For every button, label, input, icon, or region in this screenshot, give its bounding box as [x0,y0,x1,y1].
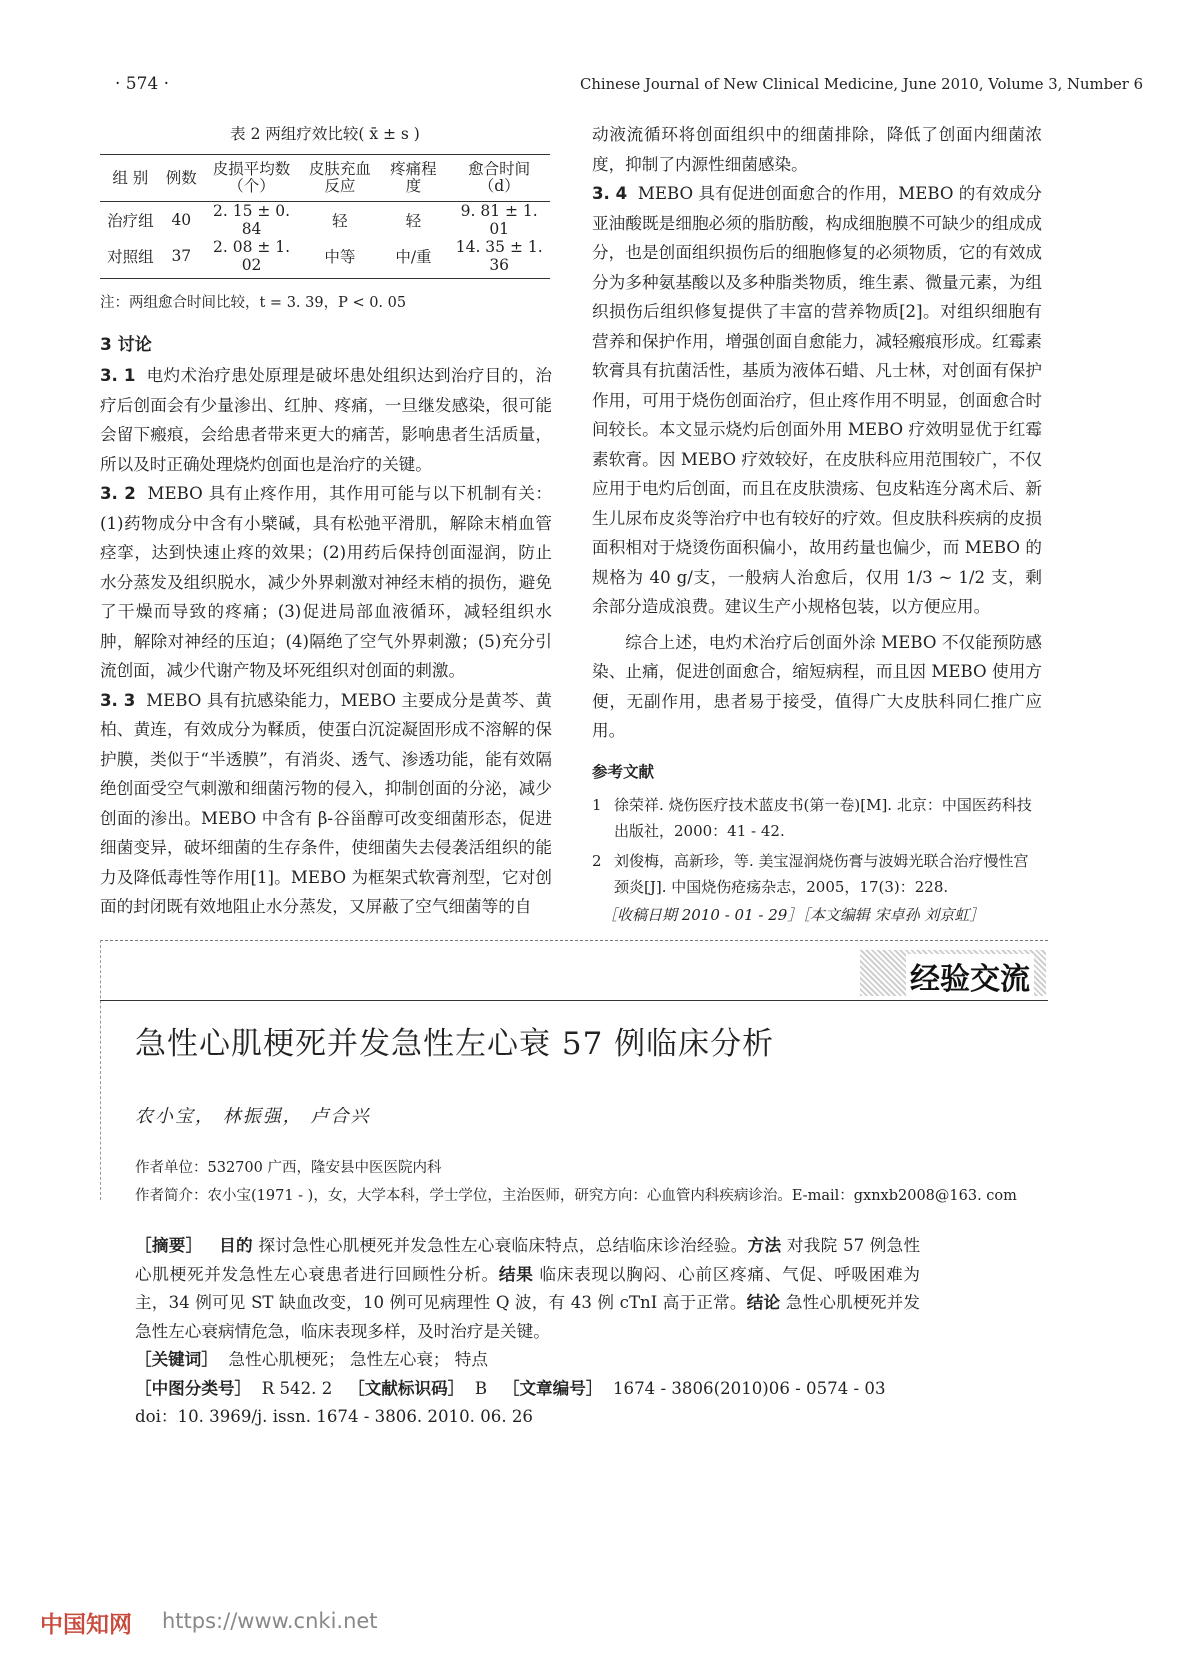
article-authors: 农小宝， 林振强， 卢合兴 [135,1106,371,1127]
left-dashed-border [100,940,101,1200]
summary-paragraph: 综合上述，电灼术治疗后创面外涂 MEBO 不仅能预防感染、止痛，促进创面愈合，缩短病程，而且因 MEBO 使用方便，无副作用，患者易于接受，值得广大皮肤科同仁推广应用。 [592,632,1042,740]
reference-text: 刘俊梅，高新珍，等. 美宝湿润烧伤膏与波姆光联合治疗慢性宫颈炎[J]. 中国烧伤疮疡杂志，2005，17(3)：228. [614,851,1029,896]
abstract-part-label: 目的 [219,1236,253,1255]
abstract-part-text: 急性心肌梗死并发急性左心衰病情危急，临床表现多样，及时治疗是关键。 [135,1293,921,1341]
article-number-value: 1674 - 3806(2010)06 - 0574 - 03 [612,1378,886,1398]
abstract-part-label: 结果 [498,1264,534,1284]
doccode-label: ［文献标识码］ [348,1378,465,1398]
reference-item [592,848,1042,900]
table-cell: 40 [171,211,192,229]
col-header: 皮肤充血 反应 [308,160,371,195]
table-header-row [100,155,550,201]
col-header: 疼痛程度 [390,160,437,195]
table-cell: 治疗组 [107,212,154,230]
paragraph-number: 3. 2 [100,484,136,503]
table-cell: 37 [171,247,192,265]
keywords-text: 急性心肌梗死； 急性左心衰； 特点 [228,1350,488,1369]
paragraph-text: MEBO 具有抗感染能力，MEBO 主要成分是黄芩、黄柏、黄连，有效成分为鞣质，使蛋白沉淀凝固形成不溶解的保护膜，类似于“半透膜”，有消炎、透气、渗透功能，能有效隔绝创面受空气刺激和细菌污物的侵入，抑制创面的分泌，减少创面的渗出。MEBO 中含有 β-谷甾醇可改变细菌形态，促进细菌变异，破坏细菌的生存条件，使细菌失去侵袭活组织的能力及降低毒性等作用[1]。MEBO 为框架式软膏剂型，它对创面的封闭既有效地阻止水分蒸发，又屏蔽了空气细菌等的自 [100,690,552,916]
paragraph-3-1 [100,361,552,479]
table-cell: 轻 [405,212,422,230]
keywords-label: ［关键词］ [135,1350,218,1369]
section-banner [860,950,1046,996]
cnki-url[interactable]: https://www.cnki.net [162,1609,378,1633]
table-cell: 14. 35 ± 1. 36 [455,238,543,274]
table-cell: 对照组 [107,248,154,266]
table-caption: 表 2 两组疗效比较( x̄ ± s ) [230,125,420,143]
keywords-line [135,1346,920,1375]
table-note: 注：两组愈合时间比较，t = 3. 39，P < 0. 05 [100,295,407,311]
table-cell: 中/重 [395,248,432,266]
abstract-part-label: 结论 [746,1293,781,1312]
table-row [100,202,550,238]
reference-number: 2 [592,851,602,870]
table-cell: 9. 81 ± 1. 01 [460,202,538,238]
class-value: R 542. 2 [261,1378,333,1398]
doccode-value: B [474,1378,488,1398]
paragraph-3-4 [592,179,1042,622]
banner-label: 经验交流 [906,954,1034,998]
table-2 [100,122,550,312]
table-cell: 2. 08 ± 1. 02 [213,238,291,274]
author-bio: 作者简介：农小宝(1971 - )，女，大学本科，学士学位，主治医师，研究方向：心血管内科疾病诊治。E-mail：gxnxb2008@163. com [135,1188,1017,1204]
table-cell: 中等 [324,248,356,266]
abstract-part-text: 临床表现以胸闷、心前区疼痛、气促、呼吸困难为主，34 例可见 ST 缺血改变，10 例可见病理性 Q 波，有 43 例 cTnI 高于正常。 [135,1264,921,1312]
abstract-label: ［摘要］ [135,1236,203,1255]
reference-text: 徐荣祥. 烧伤医疗技术蓝皮书(第一卷)[M]. 北京：中国医药科技出版社，2000：41 - 42. [614,795,1032,840]
table-cell: 2. 15 ± 0. 84 [213,202,291,238]
left-column [100,330,552,922]
right-column [592,120,1042,925]
paragraph-number: 3. 4 [592,184,628,203]
banner-rule [100,1000,1048,1001]
col-header: 皮损平均数 （个） [212,160,291,195]
classification-line [135,1375,920,1404]
paragraph-text: MEBO 具有促进创面愈合的作用，MEBO 的有效成分亚油酸既是细胞必须的脂肪酸，构成细胞膜不可缺少的组成成分，也是创面组织损伤后的细胞修复的必须物质，它的有效成分为多种氨基酸以及多种脂类物质，维生素、微量元素，为组织损伤后组织修复提供了丰富的营养物质[2]。对组织细胞有营养和保护作用，增强创面自愈能力，减轻瘢痕形成。红霉素软膏具有抗菌活性，基质为液体石蜡、凡士林，对创面有保护作用，可用于烧伤创面治疗，但止疼作用不明显，创面愈合时间较长。本文显示烧灼后创面外用 MEBO 疗效明显优于红霉素软膏。因 MEBO 疗效较好，在皮肤科应用范围较广，不仅应用于电灼后创面，而且在皮肤溃疡、包皮粘连分离术后、新生儿尿布皮炎等治疗中也有较好的疗效。但皮肤科疾病的皮损面积相对于烧烫伤面积偏小，故用药量也偏少，而 MEBO 的规格为 40 g/支，一般病人治愈后，仅用 1/3 ~ 1/2 支，剩余部分造成浪费。建议生产小规格包装，以方便应用。 [592,184,1042,616]
journal-running-head: Chinese Journal of New Clinical Medicine, June 2010, Volume 3, Number 6 [580,76,1143,93]
paragraph-continued: 动液流循环将创面组织中的细菌排除，降低了创面内细菌浓度，抑制了内源性细菌感染。 [592,125,1042,174]
col-header: 例数 [165,168,197,187]
reference-item [592,792,1042,844]
col-header: 愈合时间 （d） [468,160,531,195]
references-title: 参考文献 [592,762,655,781]
doi-line: doi：10. 3969/j. issn. 1674 - 3806. 2010. 06. 26 [135,1407,533,1426]
article-title: 急性心肌梗死并发急性左心衰 57 例临床分析 [135,1026,775,1062]
class-label: ［中图分类号］ [135,1378,252,1398]
abstract-part-text: 对我院 57 例急性心肌梗死并发急性左心衰患者进行回顾性分析。 [135,1236,921,1284]
table-row [100,238,550,274]
cnki-brand: 中国知网 [40,1612,132,1638]
abstract-part-text: 探讨急性心肌梗死并发急性左心衰临床特点，总结临床诊治经验。 [252,1236,748,1255]
section-title: 3 讨论 [100,335,152,355]
abstract-block [135,1232,920,1432]
abstract-part-label: 方法 [747,1236,782,1255]
table-cell: 轻 [332,212,348,230]
results-table [100,155,550,274]
article-number-label: ［文章编号］ [502,1378,603,1398]
received-date: ［收稿日期 2010 - 01 - 29］［本文编辑 宋卓孙 刘京虹］ [602,905,985,924]
reference-number: 1 [592,795,602,814]
abstract-paragraph [135,1232,920,1346]
paragraph-number: 3. 1 [100,366,136,385]
author-affiliation: 作者单位：532700 广西，隆安县中医医院内科 [135,1160,442,1176]
paragraph-3-3 [100,686,552,922]
separator-line [100,940,1048,941]
paragraph-number: 3. 3 [100,690,136,710]
page-number: · 574 · [115,74,170,94]
paragraph-text: MEBO 具有止疼作用，其作用可能与以下机制有关：(1)药物成分中含有小檗碱，具有松弛平滑肌，解除末梢血管痉挛，达到快速止疼的效果；(2)用药后保持创面湿润，防止水分蒸发及组织脱水，减少外界刺激对神经末梢的损伤，避免了干燥而导致的疼痛；(3)促进局部血液循环，减轻组织水肿，解除对神经的压迫；(4)隔绝了空气外界刺激；(5)充分引流创面，减少代谢产物及坏死组织对创面的刺激。 [100,484,552,680]
col-header: 组 别 [112,168,149,187]
paragraph-3-2 [100,479,552,686]
paragraph-text: 电灼术治疗患处原理是破坏患处组织达到治疗目的，治疗后创面会有少量渗出、红肿、疼痛，一旦继发感染，很可能会留下瘢痕，会给患者带来更大的痛苦，影响患者生活质量，所以及时正确处理烧灼创面也是治疗的关键。 [100,366,552,474]
